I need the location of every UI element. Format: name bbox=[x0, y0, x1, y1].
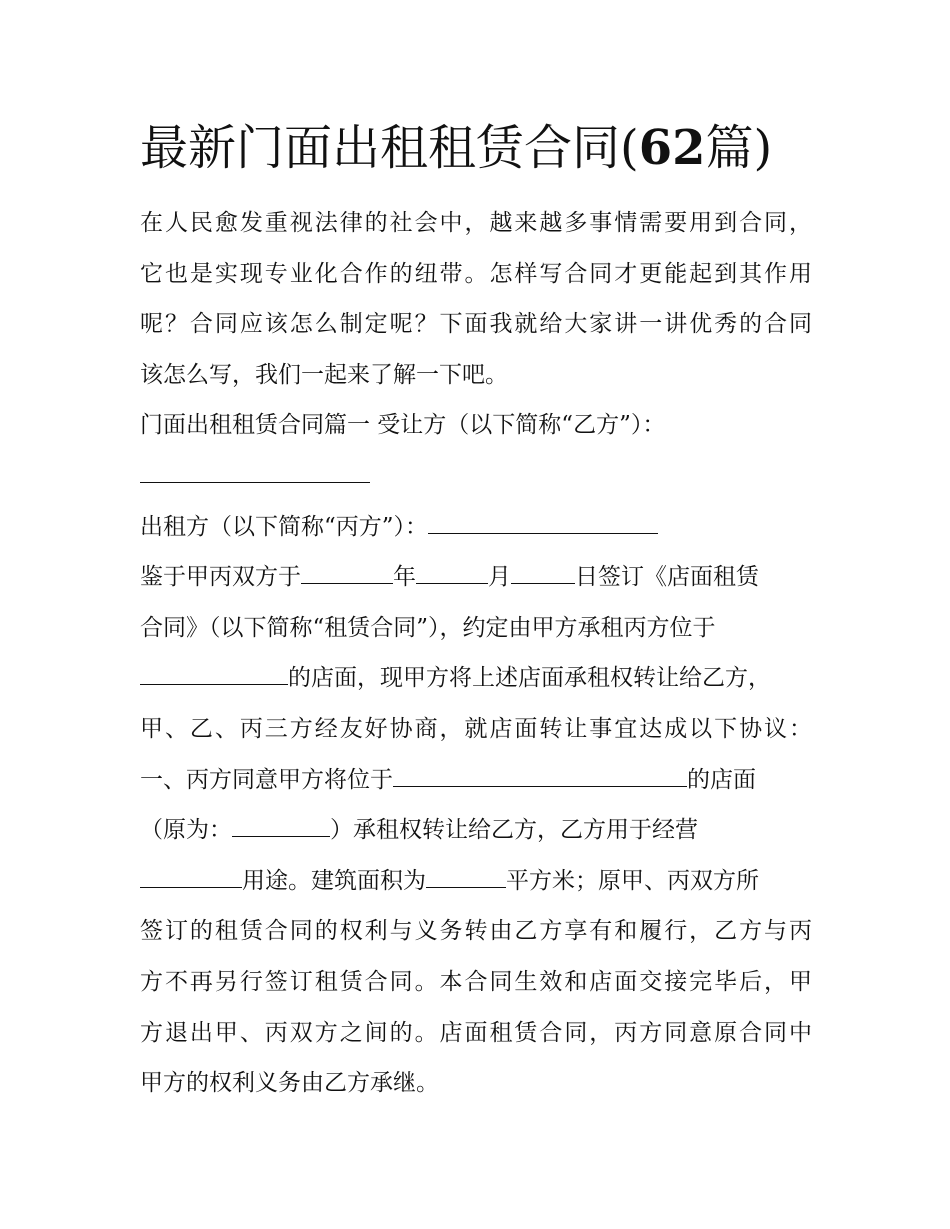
clause-1-line-7: 甲方的权利义务由乙方承继。 bbox=[140, 1070, 439, 1097]
clause-text: 月 bbox=[488, 564, 511, 591]
document-body bbox=[140, 198, 812, 1109]
clause-1-line-5: 方不再另行签订租赁合同。本合同生效和店面交接完毕后，甲 bbox=[140, 968, 812, 995]
clause-a-line-2: 合同》（以下简称“租赁合同”），约定由甲方承租丙方位于 bbox=[140, 614, 716, 641]
intro-line-3: 呢？合同应该怎么制定呢？下面我就给大家讲一讲优秀的合同 bbox=[140, 311, 812, 338]
page-title bbox=[140, 118, 772, 178]
fill-in-blank[interactable] bbox=[140, 460, 370, 483]
fill-in-blank[interactable] bbox=[301, 561, 393, 584]
clause-1-line-3 bbox=[140, 856, 812, 907]
clause-text: 鉴于甲丙双方于 bbox=[140, 564, 301, 591]
clause-text: ）承租权转让给乙方，乙方用于经营 bbox=[330, 817, 698, 844]
clause-text: （原为： bbox=[140, 817, 232, 844]
clause-text: 一、丙方同意甲方将位于 bbox=[140, 766, 393, 793]
clause-1-line-4: 签订的租赁合同的权利与义务转由乙方享有和履行，乙方与丙 bbox=[140, 918, 812, 945]
intro-line-1: 在人民愈发重视法律的社会中，越来越多事情需要用到合同， bbox=[140, 210, 812, 236]
fill-in-blank[interactable] bbox=[140, 865, 242, 888]
lessor-line bbox=[140, 502, 812, 553]
fill-in-blank[interactable] bbox=[140, 662, 288, 685]
intro-line-2: 它也是实现专业化合作的纽带。怎样写合同才更能起到其作用 bbox=[140, 260, 812, 287]
fill-in-blank[interactable] bbox=[232, 814, 330, 837]
title-tail: 篇) bbox=[705, 120, 773, 176]
fill-in-blank[interactable] bbox=[428, 511, 658, 534]
clause-text: 平方米；原甲、丙双方所 bbox=[506, 867, 759, 894]
clause-text: 的店面，现甲方将上述店面承租权转让给乙方， bbox=[288, 665, 771, 692]
fill-in-blank[interactable] bbox=[426, 865, 506, 888]
title-number: 62 bbox=[638, 120, 706, 176]
clause-1-line-6: 方退出甲、丙双方之间的。店面租赁合同，丙方同意原合同中 bbox=[140, 1019, 812, 1046]
clause-a-line-1 bbox=[140, 552, 812, 603]
clause-a-line-4: 甲、乙、丙三方经友好协商，就店面转让事宜达成以下协议： bbox=[140, 715, 812, 742]
title-main: 最新门面出租租赁合同( bbox=[140, 120, 639, 176]
transferee-blank-line bbox=[140, 451, 812, 502]
clause-text: 年 bbox=[393, 564, 416, 591]
fill-in-blank[interactable] bbox=[416, 561, 488, 584]
intro-line-4: 该怎么写，我们一起来了解一下吧。 bbox=[140, 361, 508, 388]
lessor-label: 出租方（以下简称“丙方”）： bbox=[140, 513, 429, 540]
clause-1-line-2 bbox=[140, 805, 812, 856]
clause-1-line-1 bbox=[140, 755, 812, 806]
fill-in-blank[interactable] bbox=[511, 561, 575, 584]
clause-text: 日签订《店面租赁 bbox=[575, 564, 759, 591]
clause-text: 的店面 bbox=[687, 766, 756, 793]
section-1-heading: 门面出租租赁合同篇一 受让方（以下简称“乙方”）： bbox=[140, 412, 666, 439]
fill-in-blank[interactable] bbox=[393, 764, 687, 787]
clause-text: 用途。建筑面积为 bbox=[242, 867, 426, 894]
clause-a-line-3 bbox=[140, 653, 812, 704]
